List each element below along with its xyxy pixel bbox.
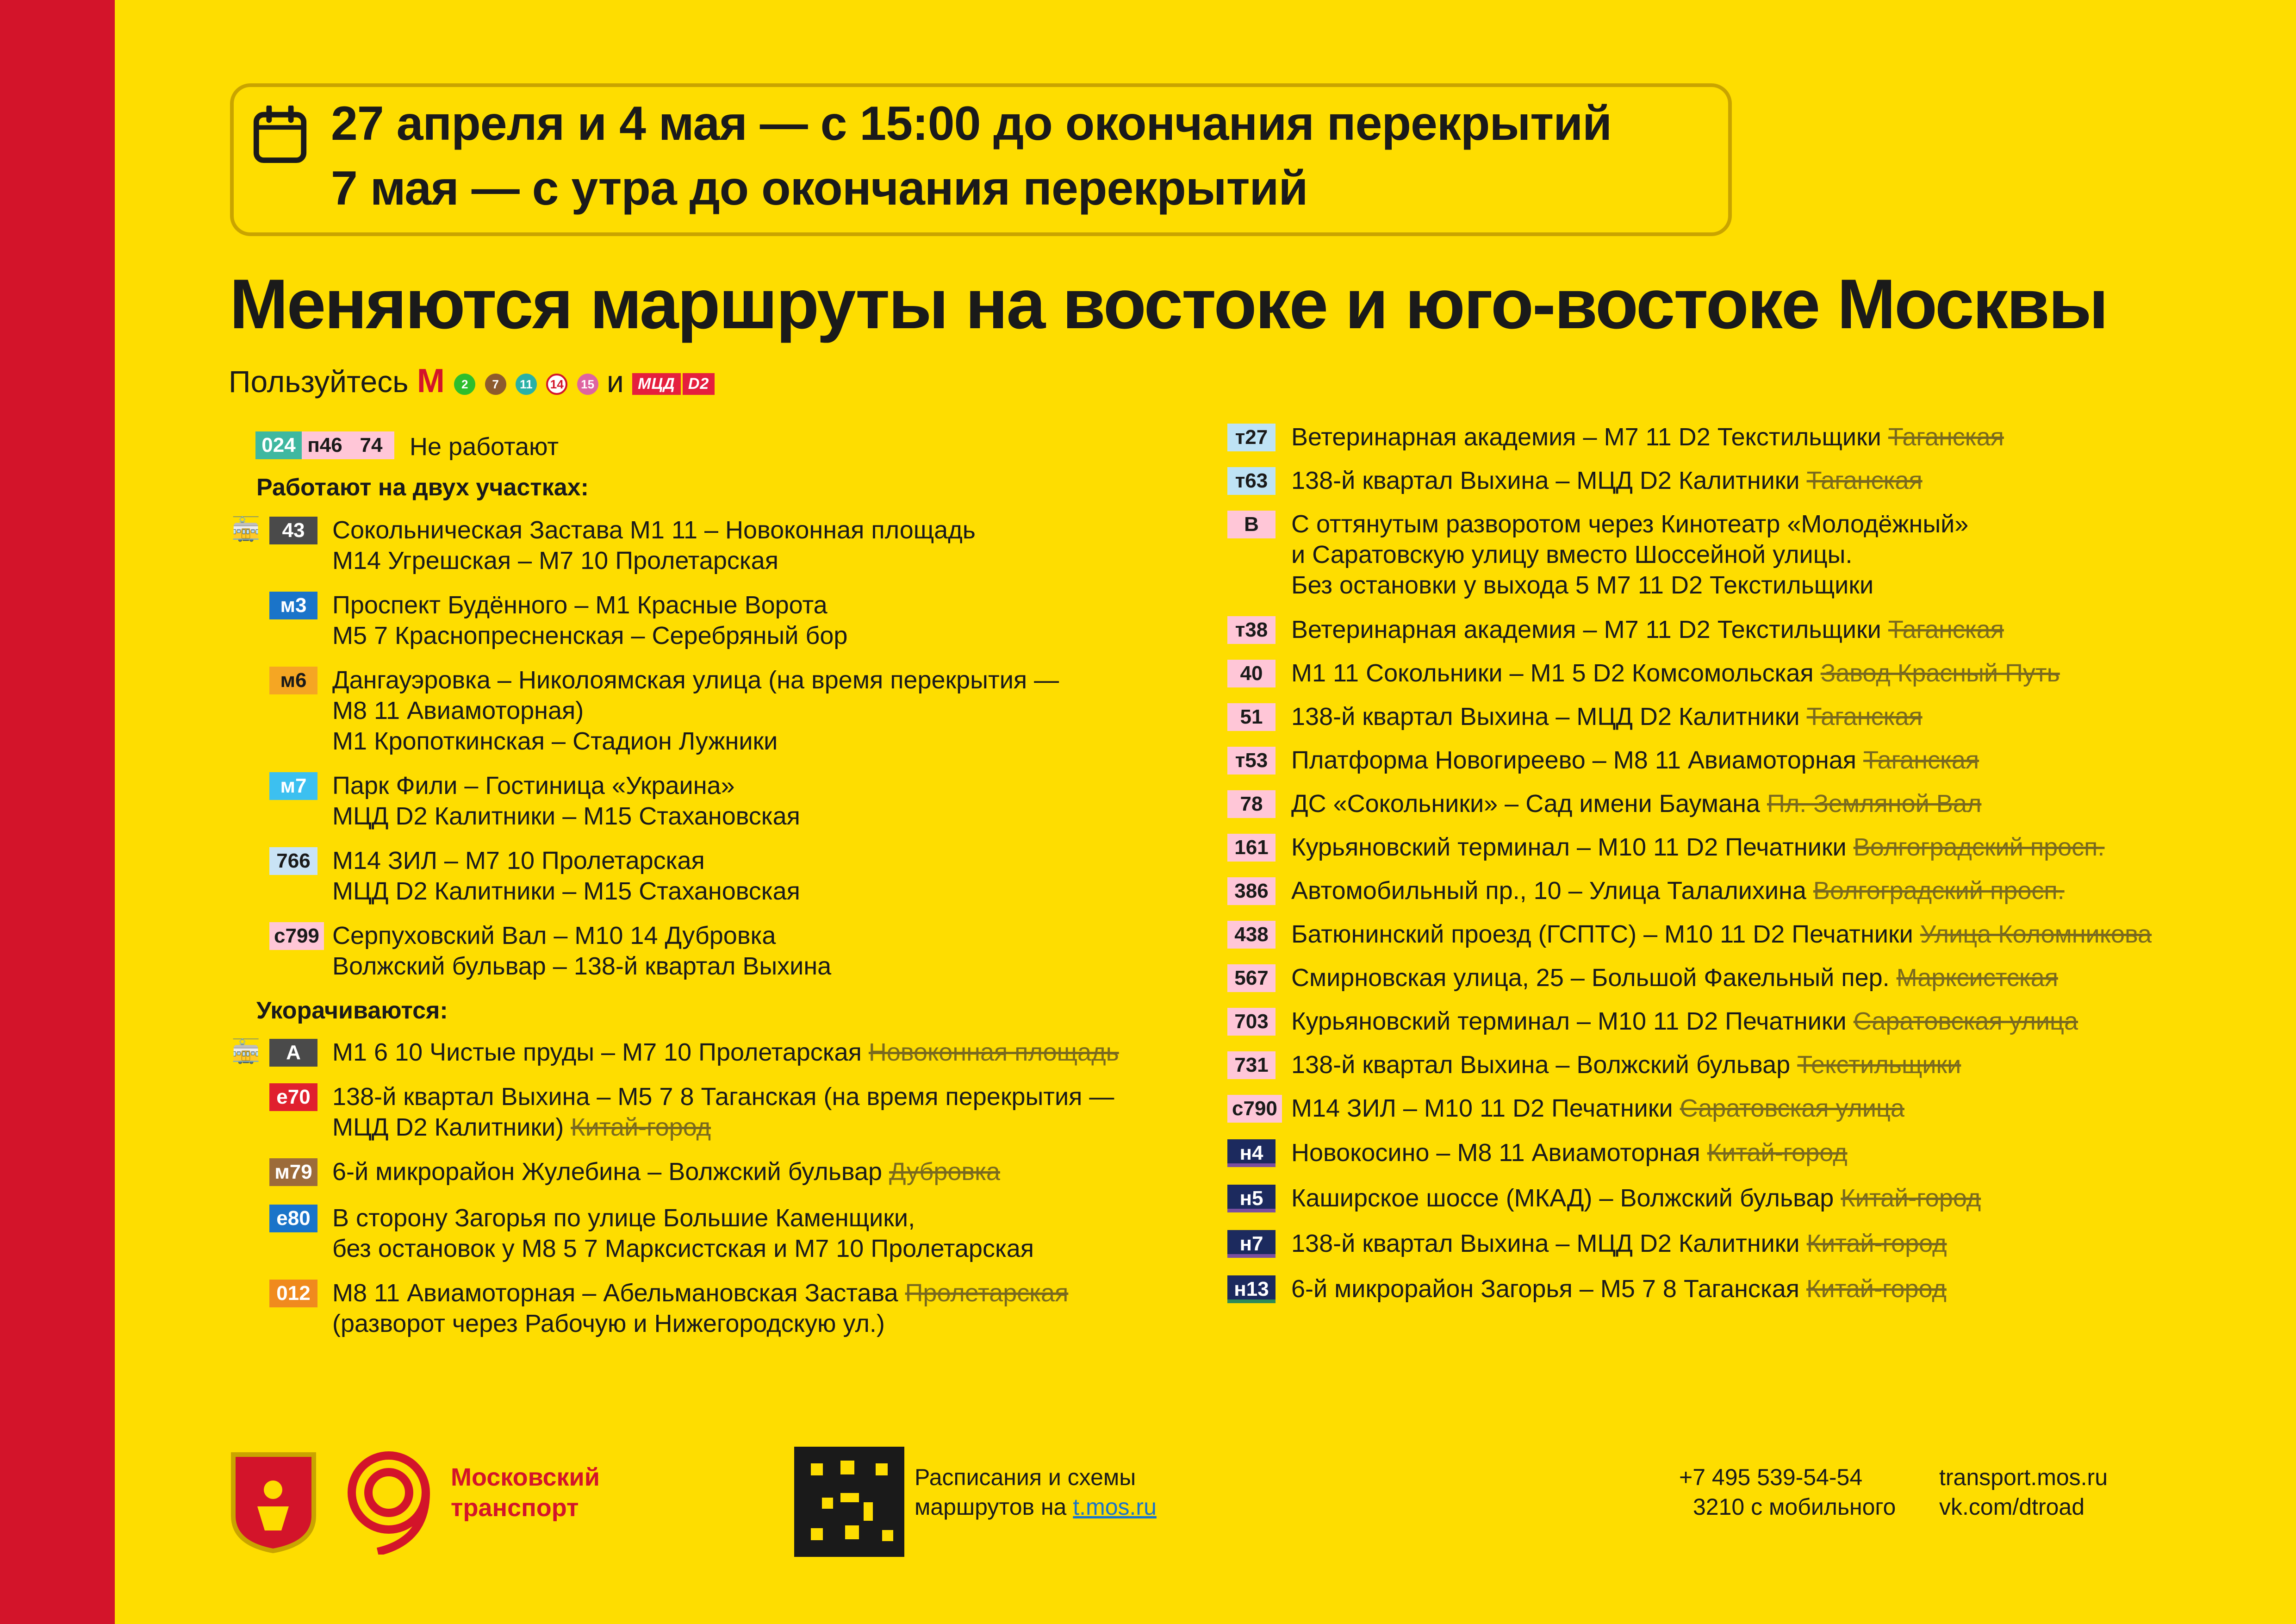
removed-stop: Пролетарская — [905, 1279, 1069, 1307]
route-text: М1 Кропоткинская – Стадион Лужники — [332, 727, 778, 755]
not-working-text: Не работают — [410, 433, 559, 461]
route-text: Без остановки у выхода 5 М7 11 D2 Текстильщики — [1291, 571, 1874, 599]
route-text: Проспект Будённого – М1 Красные Ворота — [332, 591, 828, 619]
route-badge: н4 — [1227, 1139, 1276, 1167]
route-text: Новокосино – М8 11 Авиамоторная Китай-город — [1291, 1139, 1848, 1167]
route-badge: 766 — [269, 847, 317, 875]
removed-stop: Марксистская — [1896, 964, 2058, 992]
route-badge: А — [269, 1039, 317, 1067]
moscow-coat-of-arms-icon — [230, 1451, 317, 1554]
route-text: М14 ЗИЛ – М10 11 D2 Печатники Саратовская улица — [1291, 1094, 1904, 1122]
route-badge: п46 — [302, 431, 348, 459]
route-badge: т53 — [1227, 747, 1276, 775]
route-badge: с799 — [269, 922, 324, 950]
route-text: М14 ЗИЛ – М7 10 Пролетарская — [332, 847, 705, 874]
route-badge: н7 — [1227, 1230, 1276, 1258]
date-line-2: 7 мая — с утра до окончания перекрытий — [331, 162, 1308, 215]
removed-stop: Китай-город — [1707, 1139, 1848, 1167]
page-title: Меняются маршруты на востоке и юго-востоке Москвы — [230, 265, 2107, 344]
removed-stop: Таганская — [1888, 423, 2004, 451]
removed-stop: Китай-город — [1841, 1184, 1981, 1212]
route-badge: В — [1227, 511, 1276, 538]
calendar-icon — [252, 106, 308, 164]
website-link[interactable]: transport.mos.ru — [1939, 1464, 2108, 1490]
route-badge: м79 — [269, 1158, 317, 1186]
route-badge: 40 — [1227, 660, 1276, 687]
line-15-icon: 15 — [577, 374, 598, 395]
qr-code-icon[interactable] — [794, 1447, 904, 1557]
route-badge: 024 — [255, 431, 302, 459]
use-and: и — [606, 364, 624, 399]
route-badge: 74 — [348, 431, 394, 459]
tram-icon: 🚋 — [231, 1038, 261, 1064]
route-badge: е70 — [269, 1083, 317, 1111]
vk-link[interactable]: vk.com/dtroad — [1939, 1494, 2085, 1520]
route-badge: м7 — [269, 772, 317, 800]
route-text: Батюнинский проезд (ГСПТС) – М10 11 D2 Печатники Улица Коломникова — [1291, 920, 2152, 948]
route-badge: 161 — [1227, 834, 1276, 862]
red-side-bar — [0, 0, 115, 1624]
route-badge: е80 — [269, 1205, 317, 1232]
qr-caption-line-1: Расписания и схемы — [915, 1464, 1136, 1490]
route-text: С оттянутым разворотом через Кинотеатр «Молодёжный» — [1291, 510, 1969, 538]
removed-stop: Волгоградский просп. — [1853, 833, 2105, 861]
route-text: 138-й квартал Выхина – МЦД D2 Калитники Таганская — [1291, 703, 1923, 731]
tram-icon: 🚋 — [231, 516, 261, 542]
route-text: без остановок у М8 5 7 Марксистская и М7 10 Пролетарская — [332, 1235, 1034, 1262]
route-text: (разворот через Рабочую и Нижегородскую ул.) — [332, 1310, 885, 1337]
route-badge: 43 — [269, 517, 317, 544]
route-badge: 567 — [1227, 964, 1276, 992]
route-text: М14 Угрешская – М7 10 Пролетарская — [332, 547, 778, 575]
removed-stop: Таганская — [1806, 703, 1923, 731]
removed-stop: Волгоградский просп. — [1813, 877, 2065, 905]
route-text: Каширское шоссе (МКАД) – Волжский бульвар Китай-город — [1291, 1184, 1981, 1212]
moscow-transport-logo-icon — [341, 1448, 433, 1555]
route-badge: 386 — [1227, 877, 1276, 905]
removed-stop: Дубровка — [889, 1158, 1000, 1186]
route-badge: 012 — [269, 1280, 317, 1307]
route-text: М1 11 Сокольники – М1 5 D2 Комсомольская Завод Красный Путь — [1291, 659, 2060, 687]
removed-stop: Саратовская улица — [1853, 1007, 2078, 1035]
brand-line-1: Московский — [451, 1463, 600, 1491]
route-text: Ветеринарная академия – М7 11 D2 Текстильщики Таганская — [1291, 616, 2004, 643]
removed-stop: Китай-город — [1806, 1230, 1947, 1257]
mobile-number: 3210 с мобильного — [1693, 1494, 1896, 1520]
removed-stop: Улица Коломникова — [1920, 920, 2152, 948]
route-text: Платформа Новогиреево – М8 11 Авиамоторная Таганская — [1291, 746, 1979, 774]
route-text: 138-й квартал Выхина – МЦД D2 Калитники Китай-город — [1291, 1230, 1947, 1257]
route-text: и Саратовскую улицу вместо Шоссейной улицы. — [1291, 541, 1853, 568]
d2-logo: D2 — [683, 373, 715, 395]
route-badge: 731 — [1227, 1051, 1276, 1079]
use-alternatives — [229, 362, 715, 400]
removed-stop: Завод Красный Путь — [1820, 659, 2060, 687]
left-column — [231, 426, 1194, 1352]
use-prefix: Пользуйтесь — [229, 364, 409, 399]
shortened-header: Укорачиваются: — [256, 997, 448, 1024]
route-text: МЦД D2 Калитники) Китай-город — [332, 1113, 711, 1141]
tmos-link[interactable]: t.mos.ru — [1073, 1494, 1157, 1520]
removed-stop: Китай-город — [1806, 1275, 1947, 1303]
brand-line-2: транспорт — [451, 1494, 579, 1522]
route-badge: 51 — [1227, 703, 1276, 731]
route-badge: м6 — [269, 667, 317, 694]
metro-logo: M — [417, 362, 445, 400]
phone-number[interactable]: +7 495 539-54-54 — [1679, 1464, 1863, 1490]
removed-stop: Таганская — [1863, 746, 1979, 774]
route-text: ДС «Сокольники» – Сад имени Баумана Пл. Земляной Вал — [1291, 790, 1982, 818]
route-text: 6-й микрорайон Жулебина – Волжский бульвар Дубровка — [332, 1158, 1000, 1186]
route-text: МЦД D2 Калитники – М15 Стахановская — [332, 802, 800, 830]
route-badge: т27 — [1227, 424, 1276, 451]
route-badge: с790 — [1227, 1095, 1282, 1123]
route-text: МЦД D2 Калитники – М15 Стахановская — [332, 877, 800, 905]
line-7-icon: 7 — [485, 374, 506, 395]
route-text: М1 6 10 Чистые пруды – М7 10 Пролетарская Новоконная площадь — [332, 1038, 1119, 1066]
route-text: 6-й микрорайон Загорья – М5 7 8 Таганская Китай-город — [1291, 1275, 1947, 1303]
route-text: В сторону Загорья по улице Большие Каменщики, — [332, 1204, 915, 1232]
line-14-icon: 14 — [546, 374, 567, 395]
removed-stop: Новоконная площадь — [868, 1038, 1119, 1066]
route-badge: м3 — [269, 592, 317, 619]
qr-caption-line-2: маршрутов на t.mos.ru — [915, 1494, 1157, 1520]
route-text: 138-й квартал Выхина – Волжский бульвар Текстильщики — [1291, 1051, 1961, 1079]
removed-stop: Таганская — [1806, 467, 1923, 494]
not-working-row — [255, 431, 559, 462]
route-text: 138-й квартал Выхина – М5 7 8 Таганская (на время перекрытия — — [332, 1083, 1114, 1111]
route-badge: н13 — [1227, 1275, 1276, 1303]
route-text: М8 11 Авиамоторная – Абельмановская Застава Пролетарская — [332, 1279, 1069, 1307]
line-11-icon: 11 — [516, 374, 537, 395]
route-text: М5 7 Краснопресненская – Серебряный бор — [332, 622, 848, 650]
route-badge: 78 — [1227, 790, 1276, 818]
route-badge: т38 — [1227, 616, 1276, 644]
route-text: Автомобильный пр., 10 – Улица Талалихина Волгоградский просп. — [1291, 877, 2065, 905]
route-text: М8 11 Авиамоторная) — [332, 697, 584, 725]
route-text: Курьяновский терминал – М10 11 D2 Печатники Волгоградский просп. — [1291, 833, 2105, 861]
route-badge: т63 — [1227, 467, 1276, 495]
route-badge: 438 — [1227, 921, 1276, 949]
removed-stop: Китай-город — [571, 1113, 711, 1141]
removed-stop: Саратовская улица — [1680, 1094, 1904, 1122]
route-text: Курьяновский терминал – М10 11 D2 Печатники Саратовская улица — [1291, 1007, 2078, 1035]
route-text: Серпуховский Вал – М10 14 Дубровка — [332, 922, 776, 949]
line-2-icon: 2 — [454, 374, 475, 395]
route-badge: 703 — [1227, 1008, 1276, 1036]
route-text: Дангауэровка – Николоямская улица (на время перекрытия — — [332, 666, 1059, 694]
route-text: Ветеринарная академия – М7 11 D2 Текстильщики Таганская — [1291, 423, 2004, 451]
route-text: Волжский бульвар – 138-й квартал Выхина — [332, 952, 832, 980]
removed-stop: Текстильщики — [1797, 1051, 1961, 1079]
mcd-logo: МЦД — [632, 373, 681, 395]
date-line-1: 27 апреля и 4 мая — с 15:00 до окончания перекрытий — [331, 97, 1612, 150]
route-badge: н5 — [1227, 1185, 1276, 1212]
removed-stop: Таганская — [1888, 616, 2004, 643]
date-notice-box — [230, 83, 1732, 236]
route-text: Парк Фили – Гостиница «Украина» — [332, 772, 735, 800]
route-text: Сокольническая Застава М1 11 – Новоконная площадь — [332, 516, 976, 544]
route-text: 138-й квартал Выхина – МЦД D2 Калитники Таганская — [1291, 467, 1923, 494]
route-text: Смирновская улица, 25 – Большой Факельный пер. Марксистская — [1291, 964, 2058, 992]
right-column — [1227, 424, 2246, 1331]
two-sections-header: Работают на двух участках: — [256, 474, 589, 501]
removed-stop: Пл. Земляной Вал — [1767, 790, 1982, 818]
